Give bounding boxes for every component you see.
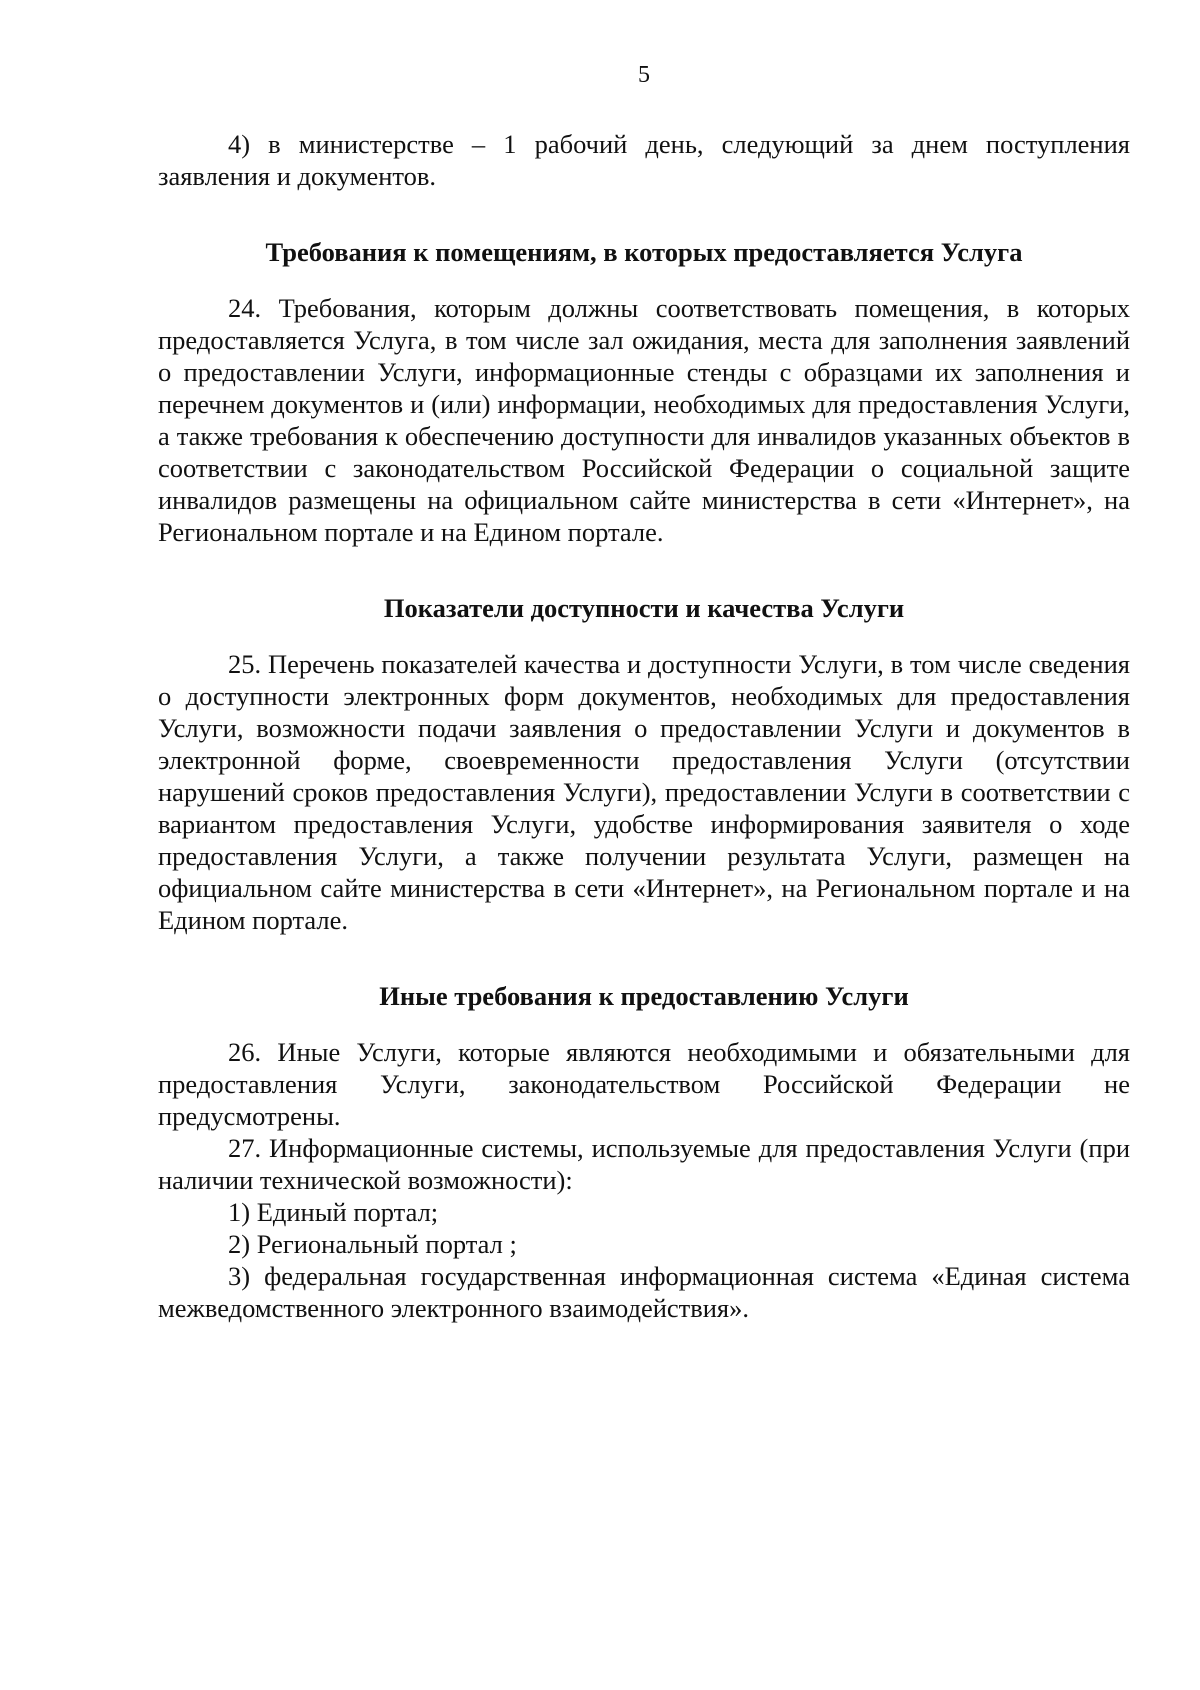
list-item: 2) Региональный портал ; (228, 1229, 517, 1259)
section-heading-premises: Требования к помещениям, в которых предоставляется Услуга (265, 237, 1023, 267)
paragraph-27: 27. Информационные системы, используемые для предоставления Услуги (при наличии технической возможности): (158, 1133, 1130, 1195)
intro-list-item: 4) в министерстве – 1 рабочий день, следующий за днем поступления заявления и документов. (158, 129, 1130, 191)
list-item: 1) Единый портал; (228, 1197, 439, 1227)
paragraph-25: 25. Перечень показателей качества и доступности Услуги, в том числе сведения о доступности электронных форм документов, необходимых для предоставления Услуги, возможности подачи заявления о предоставлении Услуги и документов в электронной форме, своевременности предоставления Услуги (отсутствии нарушений сроков предоставления Услуги), предоставлении Услуги в соответствии с вариантом предоставления Услуги, удобстве информирования заявителя о ходе предоставления Услуги, а также получении результата Услуги, размещен на официальном сайте министерства в сети «Интернет», на Региональном портале и на Едином портале. (158, 649, 1130, 935)
paragraph-26: 26. Иные Услуги, которые являются необходимыми и обязательными для предоставления Услуги, законодательством Российской Федерации не предусмотрены. (158, 1037, 1130, 1131)
paragraph-24: 24. Требования, которым должны соответствовать помещения, в которых предоставляется Услуга, в том числе зал ожидания, места для заполнения заявлений о предоставлении Услуги, информационные стенды с образцами их заполнения и перечнем документов и (или) информации, необходимых для предоставления Услуги, а также требования к обеспечению доступности для инвалидов указанных объектов в соответствии с законодательством Российской Федерации о социальной защите инвалидов размещены на официальном сайте министерства в сети «Интернет», на Региональном портале и на Едином портале. (158, 293, 1130, 547)
page-number: 5 (638, 62, 650, 88)
section-heading-quality: Показатели доступности и качества Услуги (383, 593, 905, 623)
document-page (158, 60, 1130, 1324)
list-item: 3) федеральная государственная информационная система «Единая система межведомственного электронного взаимодействия». (158, 1261, 1130, 1323)
section-heading-other: Иные требования к предоставлению Услуги (379, 981, 909, 1011)
